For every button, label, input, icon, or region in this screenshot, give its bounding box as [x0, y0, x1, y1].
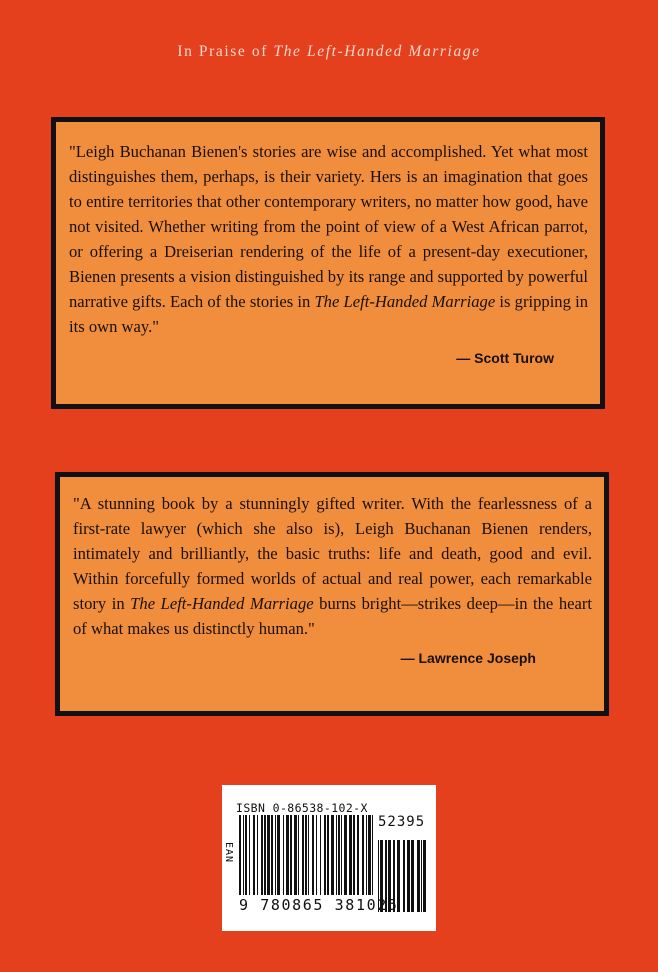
quote-text-part-a: "A stunning book by a stunningly gifted writer. With the fearlessness of a first-rate lawyer (which she also is), Leigh Buchanan Bienen renders, intimately and brilliantly, the basic truths: life and death, good and evil. Within forcefully formed worlds of actual and real power, each remarkable story in — [73, 494, 592, 613]
addon-number: 52395 — [378, 814, 426, 830]
barcode-bar — [341, 815, 342, 895]
barcode-bar — [253, 815, 255, 895]
barcode-bar — [421, 840, 422, 912]
barcode-bar — [302, 815, 304, 895]
barcode-bar — [331, 815, 334, 895]
quote-text — [73, 491, 592, 641]
barcode-bar — [403, 840, 405, 912]
barcode-bar — [275, 815, 276, 895]
quote-book-title: The Left-Handed Marriage — [130, 594, 314, 613]
barcode-bar — [267, 815, 270, 895]
barcode-bar — [312, 815, 314, 895]
barcode-bar — [316, 815, 317, 895]
barcode-bar — [372, 815, 373, 895]
quote-book-title: The Left-Handed Marriage — [314, 292, 496, 311]
quote-text-part-b: is gripping in its own way." — [69, 292, 589, 336]
barcode-bar — [324, 815, 326, 895]
barcode-bar — [338, 815, 340, 895]
barcode-bar — [417, 840, 420, 912]
ean-number: 9 780865 381025 — [239, 896, 399, 914]
barcode-bar — [257, 815, 258, 895]
praise-header — [0, 43, 658, 61]
barcode-bar — [239, 815, 241, 895]
barcode-bar — [249, 815, 250, 895]
barcode-bar — [349, 815, 352, 895]
barcode-bar — [327, 815, 329, 895]
ean-barcode — [239, 815, 373, 895]
barcode-bar — [305, 815, 307, 895]
isbn-text: ISBN 0-86538-102-X — [236, 801, 368, 815]
barcode-bar — [368, 815, 371, 895]
header-book-title: The Left-Handed Marriage — [273, 43, 481, 60]
quote-box-scott-turow — [51, 117, 605, 409]
barcode-bar — [362, 815, 364, 895]
barcode-bar — [344, 815, 347, 895]
barcode-bar — [283, 815, 284, 895]
quote-attribution: — Scott Turow — [456, 350, 554, 366]
barcode-bar — [261, 815, 263, 895]
barcode-bar — [357, 815, 359, 895]
barcode-bar — [407, 840, 410, 912]
quote-text-part-a: "Leigh Buchanan Bienen's stories are wise and accomplished. Yet what most distinguishes them, perhaps, is their variety. Hers is an imagination that goes to entire territories that other contemporary writers, no matter how good, have not visited. Whether writing from the point of view of a West African parrot, or offering a Dreiserian rendering of the life of a present-day executioner, Bienen presents a vision distinguished by its range and supported by powerful narrative gifts. Each of the stories in — [69, 142, 588, 311]
quote-attribution: — Lawrence Joseph — [400, 650, 536, 666]
barcode-bar — [298, 815, 299, 895]
barcode-bar — [264, 815, 266, 895]
quote-box-lawrence-joseph — [55, 472, 609, 716]
barcode-bar — [245, 815, 247, 895]
barcode-bar — [353, 815, 355, 895]
quote-text — [69, 139, 588, 339]
barcode-bar — [320, 815, 321, 895]
barcode-bar — [308, 815, 309, 895]
header-prefix: In Praise of — [177, 43, 274, 60]
barcode-bar — [336, 815, 337, 895]
barcode-bar — [366, 815, 367, 895]
quote-text-part-b: burns bright—strikes deep—in the heart of what makes us distinctly human." — [73, 594, 592, 638]
barcode-bar — [290, 815, 292, 895]
ean-text: EAN — [223, 842, 234, 864]
barcode-bar — [411, 840, 414, 912]
barcode-bar — [243, 815, 244, 895]
barcode-bar — [271, 815, 273, 895]
barcode-bar — [286, 815, 289, 895]
barcode-bar — [277, 815, 280, 895]
barcode-bar — [294, 815, 297, 895]
barcode-label — [222, 785, 436, 931]
barcode-bar — [423, 840, 426, 912]
